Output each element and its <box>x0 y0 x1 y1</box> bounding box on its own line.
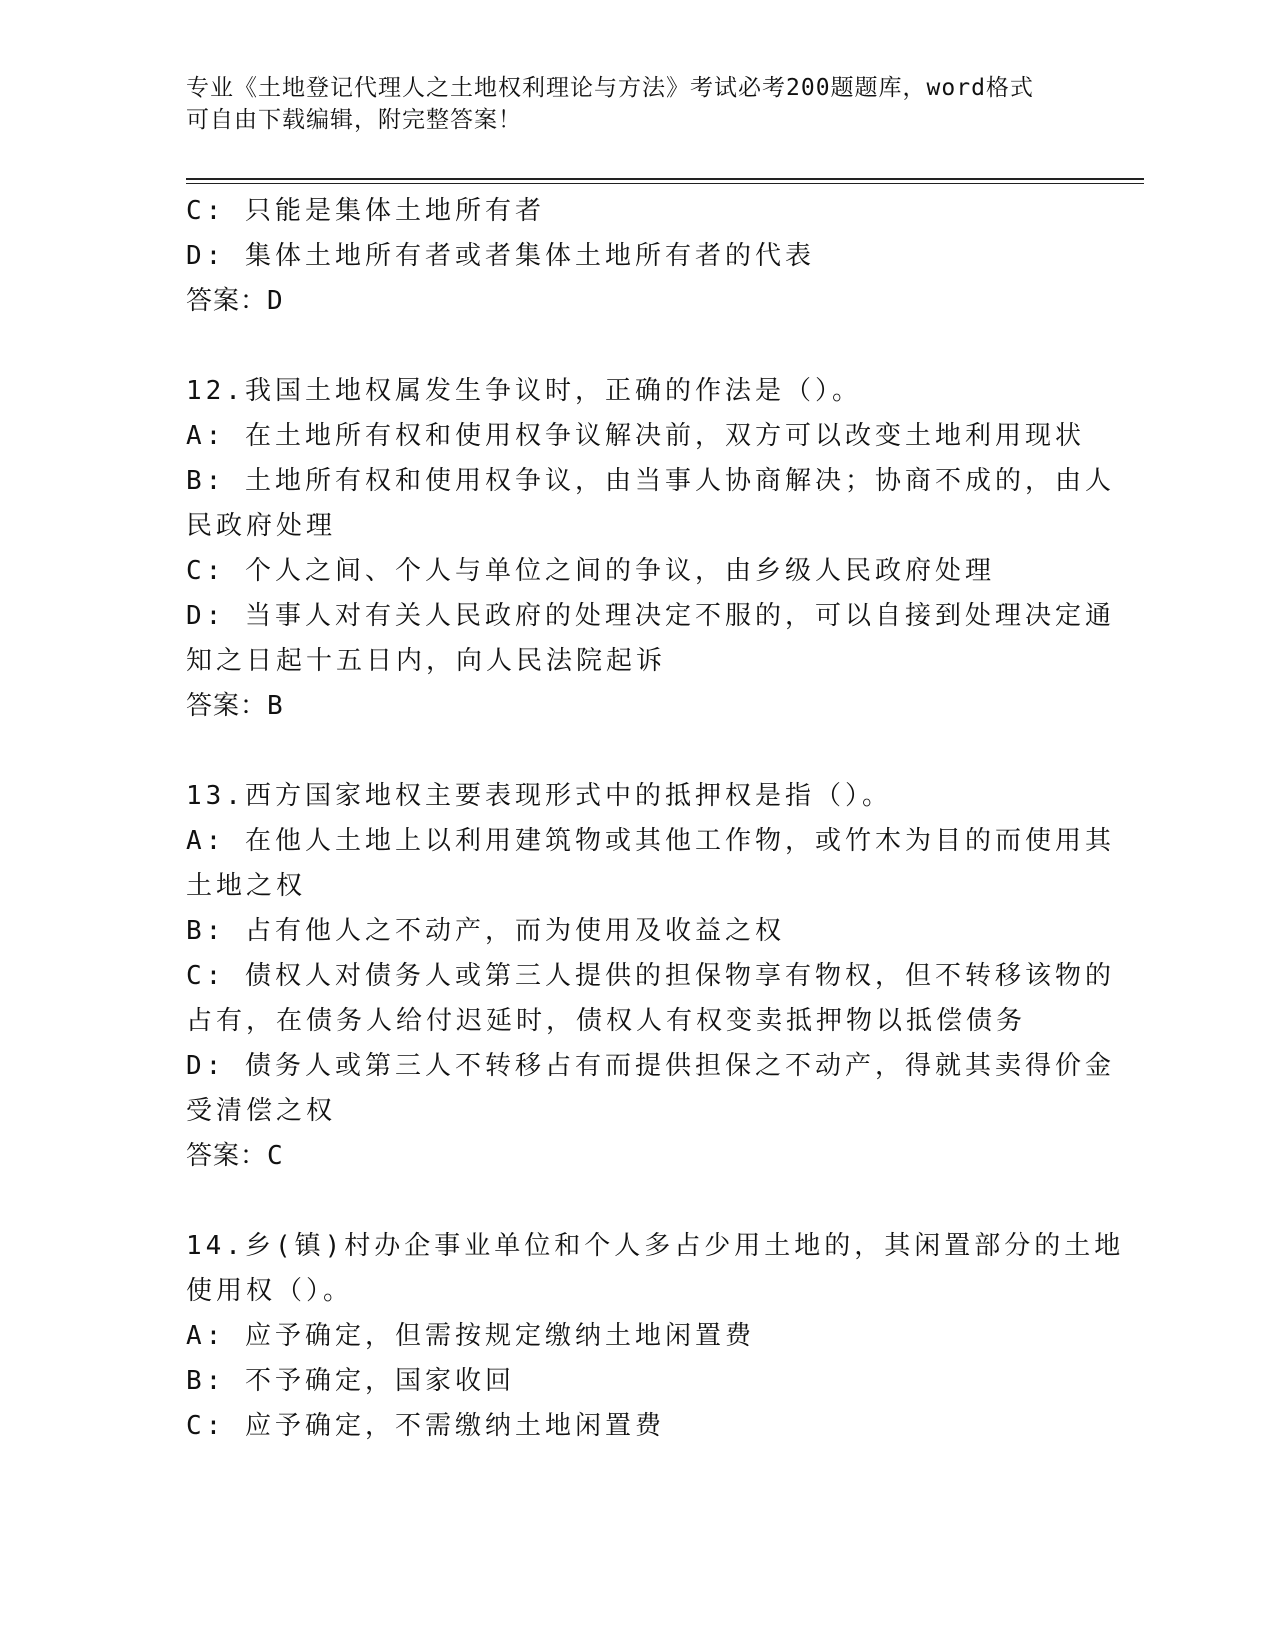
q13-option-c-line1: C: 债权人对债务人或第三人提供的担保物享有物权，但不转移该物的 <box>186 961 1115 991</box>
q13-option-c-line2: 占有，在债务人给付迟延时，债权人有权变卖抵押物以抵偿债务 <box>186 1006 1027 1036</box>
q13-question: 13.西方国家地权主要表现形式中的抵押权是指（）。 <box>186 781 892 811</box>
answer-value: C <box>267 1141 284 1171</box>
q14-question-line1: 14.乡(镇)村办企事业单位和个人多占少用土地的，其闲置部分的土地 <box>186 1231 1125 1261</box>
q12-option-d-line1: D: 当事人对有关人民政府的处理决定不服的，可以自接到处理决定通 <box>186 601 1115 631</box>
q12-option-b-line2: 民政府处理 <box>186 511 337 541</box>
q12-question: 12.我国土地权属发生争议时，正确的作法是（）。 <box>186 376 862 406</box>
q12-option-b-line1: B: 土地所有权和使用权争议，由当事人协商解决；协商不成的，由人 <box>186 466 1115 496</box>
answer-label: 答案： <box>186 286 268 316</box>
q12-option-c: C: 个人之间、个人与单位之间的争议，由乡级人民政府处理 <box>186 556 995 586</box>
prev-answer <box>186 279 1066 324</box>
q13-option-a-line1: A: 在他人土地上以利用建筑物或其他工作物，或竹木为目的而使用其 <box>186 826 1115 856</box>
q13-option-d-line2: 受清偿之权 <box>186 1096 337 1126</box>
q13-option-d-line1: D: 债务人或第三人不转移占有而提供担保之不动产，得就其卖得价金 <box>186 1051 1115 1081</box>
q14-option-c: C: 应予确定，不需缴纳土地闲置费 <box>186 1411 665 1441</box>
q12-answer <box>186 684 1066 729</box>
prev-option-c: C: 只能是集体土地所有者 <box>186 196 545 226</box>
q12-option-d-line2: 知之日起十五日内，向人民法院起诉 <box>186 646 667 676</box>
answer-label: 答案： <box>186 1141 268 1171</box>
header-divider <box>186 178 1144 184</box>
answer-label: 答案： <box>186 691 268 721</box>
document-body <box>186 189 1125 1449</box>
header-title-line1: 专业《土地登记代理人之土地权利理论与方法》考试必考200题题库，word格式 <box>186 75 1034 101</box>
q13-option-b: B: 占有他人之不动产，而为使用及收益之权 <box>186 916 785 946</box>
q14-option-b: B: 不予确定，国家收回 <box>186 1366 515 1396</box>
q12-option-a: A: 在土地所有权和使用权争议解决前，双方可以改变土地利用现状 <box>186 421 1085 451</box>
q13-option-a-line2: 土地之权 <box>186 871 307 901</box>
q13-answer <box>186 1134 1066 1179</box>
answer-value: D <box>267 286 284 316</box>
answer-value: B <box>267 691 284 721</box>
q14-option-a: A: 应予确定，但需按规定缴纳土地闲置费 <box>186 1321 755 1351</box>
header-title-line2: 可自由下载编辑，附完整答案！ <box>186 107 522 133</box>
prev-option-d: D: 集体土地所有者或者集体土地所有者的代表 <box>186 241 815 271</box>
q14-question-line2: 使用权（）。 <box>186 1276 354 1306</box>
page-header <box>186 72 1066 136</box>
